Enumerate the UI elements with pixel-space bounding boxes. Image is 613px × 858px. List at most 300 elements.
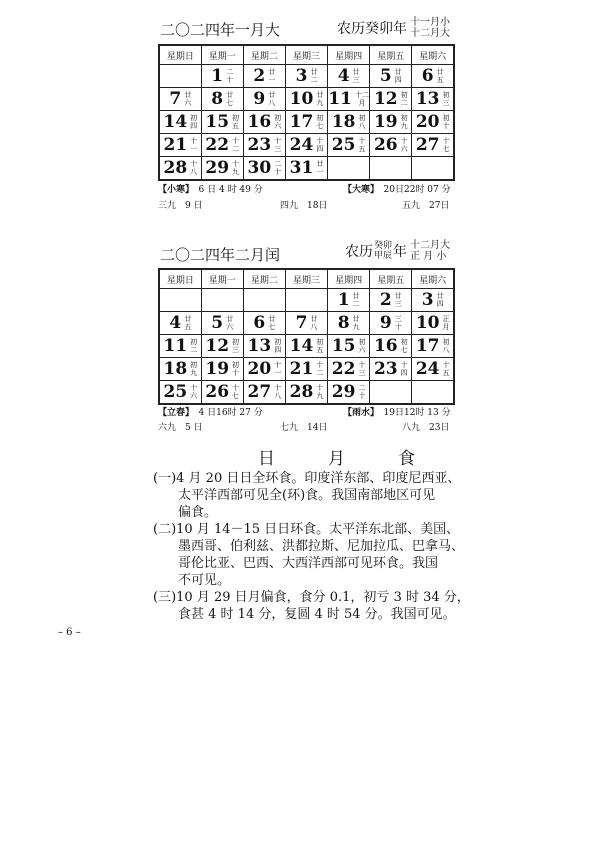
lunar-day [316, 384, 323, 400]
lunar-day [274, 114, 281, 130]
gregorian-day: 5 [211, 312, 224, 333]
gregorian-day: 8 [211, 88, 224, 109]
day-cell [201, 335, 243, 358]
solar-term [158, 405, 263, 418]
lunar-day-char: 初 [190, 361, 198, 369]
day-cell-content [244, 312, 285, 334]
lunar-day [316, 137, 323, 153]
eclipse-line: (一)4 月 20 日日全环食。印度洋东部、印度尼西亚、 [153, 471, 461, 486]
day-cell-content [160, 88, 201, 110]
lunar-day-char: 七 [316, 122, 324, 130]
lunar-day [401, 361, 408, 377]
day-cell [243, 157, 285, 181]
day-cell [370, 312, 412, 335]
day-cell-content [160, 134, 201, 156]
lunar-day [316, 114, 323, 130]
lunar-day-char: 三 [394, 315, 402, 323]
day-cell [285, 358, 327, 381]
lunar-day [353, 315, 360, 331]
week-row [159, 289, 454, 312]
lunar-day-char: 八 [274, 392, 282, 400]
eclipse-line: 食甚 4 时 14 分，复圆 4 时 54 分。我国可见。 [178, 607, 456, 622]
day-cell-content [202, 65, 243, 87]
gregorian-day: 11 [328, 88, 352, 109]
lunar-day-char: 十 [274, 168, 282, 176]
lunar-day-char: 七 [442, 145, 450, 153]
weekday-header: 星期四 [328, 45, 370, 65]
day-cell-content [328, 65, 369, 87]
lunar-day-char: 初 [358, 338, 366, 346]
lunar-day-char: 正 [442, 315, 450, 323]
weekday-header: 星期二 [243, 269, 285, 289]
lunar-day [190, 160, 197, 176]
eclipse-line: 哥伦比亚、巴西、大西洋西部可见环食。我国 [178, 556, 439, 571]
gregorian-day: 13 [247, 335, 272, 356]
lunar-day [274, 338, 281, 354]
lunar-day [353, 292, 360, 308]
gregorian-day: 23 [247, 134, 272, 155]
day-cell [412, 289, 454, 312]
weekday-header: 星期四 [328, 269, 370, 289]
day-cell-content [244, 335, 285, 357]
lunar-day-char: 廿 [352, 315, 360, 323]
solar-term-time: 6 日 4 时 49 分 [198, 185, 263, 195]
lunar-day-char: 六 [358, 346, 366, 354]
day-cell-content [286, 312, 327, 334]
lunar-day-char: 廿 [226, 315, 234, 323]
lunar-day-char: 四 [274, 346, 282, 354]
lunar-day [274, 137, 281, 153]
gregorian-day: 20 [415, 111, 440, 132]
lunar-day-char: 九 [232, 168, 240, 176]
gregorian-day: 4 [337, 65, 350, 86]
lunar-day-char: 十二 [354, 91, 369, 99]
gregorian-day: 14 [163, 111, 188, 132]
day-cell-content [244, 111, 285, 133]
lunar-day-char: 二 [316, 369, 324, 377]
day-cell [328, 88, 370, 111]
lunar-day-char: 十 [316, 384, 324, 392]
lunar-month: 十二月大 [410, 28, 450, 39]
lunar-prefix: 农历 [345, 244, 373, 260]
gregorian-day: 27 [247, 381, 272, 402]
day-cell [370, 111, 412, 134]
lunar-day-char: 十 [190, 137, 198, 145]
lunar-day-char: 十 [232, 384, 240, 392]
day-cell [285, 134, 327, 157]
lunar-day-char: 五 [442, 369, 450, 377]
lunar-day [401, 91, 408, 107]
calendar-table [158, 44, 455, 181]
weekday-header: 星期六 [412, 45, 454, 65]
lunar-day-char: 廿 [268, 91, 276, 99]
eclipse-item [153, 521, 473, 589]
lunar-day-char: 初 [316, 114, 324, 122]
day-cell [201, 111, 243, 134]
lunar-day-char: 廿 [436, 292, 444, 300]
lunar-day-char: 三 [358, 369, 366, 377]
lunar-day-char: 十 [274, 384, 282, 392]
empty-cell [243, 289, 285, 312]
gregorian-day: 6 [253, 312, 266, 333]
day-cell [285, 381, 327, 405]
lunar-day-char: 二 [400, 99, 408, 107]
lunar-day-char: 初 [274, 338, 282, 346]
day-cell [328, 289, 370, 312]
lunar-day [274, 361, 281, 377]
empty-cell [370, 157, 412, 181]
day-cell [328, 312, 370, 335]
lunar-day [358, 338, 365, 354]
day-cell-content [286, 157, 327, 179]
lunar-day-char: 七 [232, 392, 240, 400]
lunar-day [443, 137, 450, 153]
lunar-day-char: 九 [316, 99, 324, 107]
day-cell-content [202, 157, 243, 179]
gregorian-day: 21 [289, 358, 314, 379]
day-cell-content [412, 358, 453, 380]
day-cell-content [244, 65, 285, 87]
day-cell-content [412, 134, 453, 156]
day-cell [412, 312, 454, 335]
gregorian-day: 2 [253, 65, 266, 86]
day-cell [285, 88, 327, 111]
lunar-day-char: 一 [190, 145, 198, 153]
gregorian-day: 10 [415, 312, 440, 333]
solar-term-name: 【立春】 [158, 408, 190, 418]
lunar-day-char: 八 [268, 99, 276, 107]
lunar-day-char: 初 [274, 114, 282, 122]
day-cell [201, 134, 243, 157]
lunar-header [345, 240, 450, 262]
day-cell-content [286, 65, 327, 87]
gregorian-day: 7 [169, 88, 182, 109]
gregorian-day: 1 [211, 65, 224, 86]
lunar-day-char: 一 [268, 76, 276, 84]
day-cell [328, 134, 370, 157]
lunar-day-char: 五 [232, 122, 240, 130]
day-cell-content [160, 358, 201, 380]
gregorian-day: 22 [331, 358, 356, 379]
day-cell [159, 381, 201, 405]
lunar-day [443, 361, 450, 377]
lunar-day [437, 292, 444, 308]
day-cell [243, 358, 285, 381]
lunar-day-char: 初 [232, 361, 240, 369]
gregorian-day: 7 [295, 312, 308, 333]
lunar-day-char: 六 [226, 323, 234, 331]
day-cell [159, 312, 201, 335]
lunar-day-char: 十 [232, 369, 240, 377]
gregorian-day: 24 [415, 358, 440, 379]
lunar-year-part: 甲辰 [374, 251, 393, 261]
day-cell-content [328, 88, 369, 110]
solar-term [343, 405, 451, 418]
day-cell-content [370, 312, 411, 334]
gregorian-day: 17 [289, 111, 314, 132]
lunar-day-char: 八 [442, 346, 450, 354]
lunar-day [358, 361, 365, 377]
lunar-day-char: 八 [190, 168, 198, 176]
day-cell [201, 157, 243, 181]
day-cell [370, 289, 412, 312]
lunar-day-char: 初 [442, 338, 450, 346]
lunar-day [226, 68, 233, 84]
week-row [159, 111, 454, 134]
gregorian-day: 9 [253, 88, 266, 109]
lunar-day [232, 114, 239, 130]
lunar-day-char: 廿 [352, 68, 360, 76]
lunar-day-char: 初 [358, 114, 366, 122]
weekday-header: 星期三 [285, 45, 327, 65]
lunar-day [232, 361, 239, 377]
gregorian-day: 11 [163, 335, 188, 356]
day-cell [201, 88, 243, 111]
lunar-day [268, 315, 275, 331]
gregorian-day: 28 [163, 157, 188, 178]
lunar-day-char: 二 [358, 384, 366, 392]
lunar-day [395, 68, 402, 84]
lunar-day-char: 初 [442, 114, 450, 122]
gregorian-day: 21 [163, 134, 188, 155]
gregorian-day: 10 [289, 88, 314, 109]
lunar-day-char: 六 [274, 122, 282, 130]
day-cell-content [328, 111, 369, 133]
lunar-day [443, 338, 450, 354]
lunar-day-char: 十 [358, 361, 366, 369]
week-row [159, 157, 454, 181]
gregorian-day: 20 [247, 358, 272, 379]
lunar-day-char: 一 [316, 168, 324, 176]
lunar-day-char: 二 [274, 160, 282, 168]
day-cell [201, 358, 243, 381]
eclipse-item [153, 589, 473, 623]
lunar-day-char: 七 [400, 346, 408, 354]
day-cell-content [202, 358, 243, 380]
lunar-day-char: 初 [190, 114, 198, 122]
lunar-day-char: 六 [400, 145, 408, 153]
day-cell-content [202, 381, 243, 403]
gregorian-day: 31 [289, 157, 314, 178]
gregorian-day: 6 [421, 65, 434, 86]
lunar-day [316, 91, 323, 107]
day-cell-content [160, 312, 201, 334]
day-cell [285, 157, 327, 181]
lunar-day-char: 三 [232, 346, 240, 354]
day-cell-content [370, 65, 411, 87]
lunar-day-char: 初 [400, 114, 408, 122]
day-cell-content [244, 157, 285, 179]
weekday-header: 星期日 [159, 45, 201, 65]
day-cell-content [328, 358, 369, 380]
weekday-header-row [159, 269, 454, 289]
lunar-day-char: 十 [442, 122, 450, 130]
lunar-day-char: 十 [400, 137, 408, 145]
lunar-day-char: 十 [190, 160, 198, 168]
nines-day: 六九 5 日 [158, 423, 203, 433]
eclipse-line: (三)10 月 29 日月偏食，食分 0.1，初亏 3 时 34 分， [153, 590, 470, 605]
week-row [159, 381, 454, 405]
lunar-day-char: 廿 [310, 315, 318, 323]
lunar-day-char: 廿 [310, 68, 318, 76]
lunar-day-char: 廿 [394, 292, 402, 300]
lunar-day [443, 91, 450, 107]
lunar-day-char: 十 [190, 384, 198, 392]
lunar-day-char: 一 [274, 369, 282, 377]
lunar-day-char: 九 [190, 369, 198, 377]
lunar-day-char: 八 [310, 323, 318, 331]
day-cell-content [202, 111, 243, 133]
day-cell-content [328, 312, 369, 334]
lunar-day [184, 91, 191, 107]
lunar-day-char: 十 [316, 361, 324, 369]
lunar-day-char: 十 [358, 137, 366, 145]
lunar-day-char: 五 [436, 76, 444, 84]
gregorian-day: 26 [373, 134, 398, 155]
day-cell [243, 134, 285, 157]
lunar-day-char: 四 [316, 145, 324, 153]
gregorian-day: 3 [295, 65, 308, 86]
gregorian-day: 9 [379, 312, 392, 333]
lunar-day-char: 初 [316, 338, 324, 346]
day-cell-content [412, 289, 453, 311]
lunar-months [410, 17, 450, 39]
gregorian-day: 25 [331, 134, 356, 155]
day-cell [159, 157, 201, 181]
day-cell-content [286, 335, 327, 357]
lunar-day [232, 137, 239, 153]
lunar-day [401, 137, 408, 153]
lunar-day-char: 三 [442, 99, 450, 107]
day-cell-content [370, 289, 411, 311]
eclipse-line: 偏食。 [178, 505, 218, 520]
day-cell [412, 111, 454, 134]
gregorian-day: 16 [247, 111, 272, 132]
lunar-day-char: 六 [190, 392, 198, 400]
weekday-header: 星期一 [201, 269, 243, 289]
day-cell [285, 111, 327, 134]
day-cell [243, 88, 285, 111]
day-cell-content [328, 335, 369, 357]
day-cell-content [286, 111, 327, 133]
day-cell [328, 65, 370, 88]
day-cell [412, 65, 454, 88]
gregorian-day: 1 [337, 289, 350, 310]
day-cell-content [370, 111, 411, 133]
gregorian-day: 15 [205, 111, 230, 132]
lunar-day [310, 315, 317, 331]
lunar-day-char: 廿 [268, 68, 276, 76]
lunar-day [184, 315, 191, 331]
lunar-day-char: 初 [400, 91, 408, 99]
lunar-day-char: 四 [436, 300, 444, 308]
lunar-day-char: 四 [400, 369, 408, 377]
lunar-day [316, 338, 323, 354]
lunar-day-char: 十 [232, 137, 240, 145]
lunar-month: 正 月 小 [410, 251, 447, 262]
weekday-header: 星期六 [412, 269, 454, 289]
day-cell [201, 381, 243, 405]
weekday-header: 星期三 [285, 269, 327, 289]
empty-cell [201, 289, 243, 312]
lunar-day-char: 八 [358, 122, 366, 130]
eclipse-heading: 日 月 食 [258, 449, 433, 469]
gregorian-day: 13 [415, 88, 440, 109]
eclipse-line: 不可见。 [178, 573, 231, 588]
lunar-day-char: 二 [226, 68, 234, 76]
day-cell [243, 335, 285, 358]
lunar-day [232, 338, 239, 354]
day-cell-content [160, 111, 201, 133]
lunar-day [190, 384, 197, 400]
day-cell [370, 88, 412, 111]
day-cell-content [328, 381, 369, 403]
day-cell-content [202, 134, 243, 156]
weekday-header: 星期一 [201, 45, 243, 65]
empty-cell [412, 157, 454, 181]
day-cell [243, 111, 285, 134]
lunar-day-char: 九 [316, 392, 324, 400]
lunar-day-char: 七 [268, 323, 276, 331]
day-cell-content [286, 381, 327, 403]
lunar-day [401, 338, 408, 354]
lunar-day [437, 68, 444, 84]
lunar-day [395, 292, 402, 308]
day-cell [159, 335, 201, 358]
nines-day: 四九 18日 [280, 201, 328, 211]
day-cell-content [412, 335, 453, 357]
day-cell-content [412, 65, 453, 87]
solar-term-name: 【雨水】 [343, 408, 375, 418]
day-cell-content [160, 381, 201, 403]
lunar-day-char: 廿 [226, 91, 234, 99]
lunar-day-char: 三 [274, 145, 282, 153]
gregorian-day: 30 [247, 157, 272, 178]
lunar-day-char: 初 [232, 338, 240, 346]
empty-cell [285, 289, 327, 312]
lunar-day [358, 114, 365, 130]
weekday-header-row [159, 45, 454, 65]
nines-day: 五九 27日 [402, 201, 450, 211]
empty-cell [328, 157, 370, 181]
lunar-day [190, 114, 197, 130]
solar-term-time: 4 日16时 27 分 [198, 408, 263, 418]
gregorian-day: 26 [205, 381, 230, 402]
eclipse-list [153, 470, 473, 623]
lunar-header [337, 17, 450, 39]
lunar-day [355, 91, 369, 107]
weekday-header: 星期日 [159, 269, 201, 289]
calendar-title: 二〇二四年二月闰 [160, 246, 281, 264]
nines-day: 八九 23日 [402, 423, 450, 433]
eclipse-line: (二)10 月 14－15 日日环食。太平洋东北部、美国、 [153, 522, 460, 537]
day-cell-content [244, 88, 285, 110]
lunar-day-char: 廿 [394, 68, 402, 76]
lunar-day [443, 114, 450, 130]
gregorian-day: 12 [205, 335, 230, 356]
day-cell [159, 88, 201, 111]
week-row [159, 65, 454, 88]
lunar-day-char: 十 [442, 137, 450, 145]
gregorian-day: 17 [415, 335, 440, 356]
lunar-day-char: 十 [358, 392, 366, 400]
empty-cell [370, 381, 412, 405]
calendar-title: 二〇二四年一月大 [160, 21, 281, 39]
week-row [159, 358, 454, 381]
solar-term-time: 19日12时 13 分 [383, 408, 451, 418]
gregorian-day: 29 [331, 381, 356, 402]
lunar-day [274, 384, 281, 400]
